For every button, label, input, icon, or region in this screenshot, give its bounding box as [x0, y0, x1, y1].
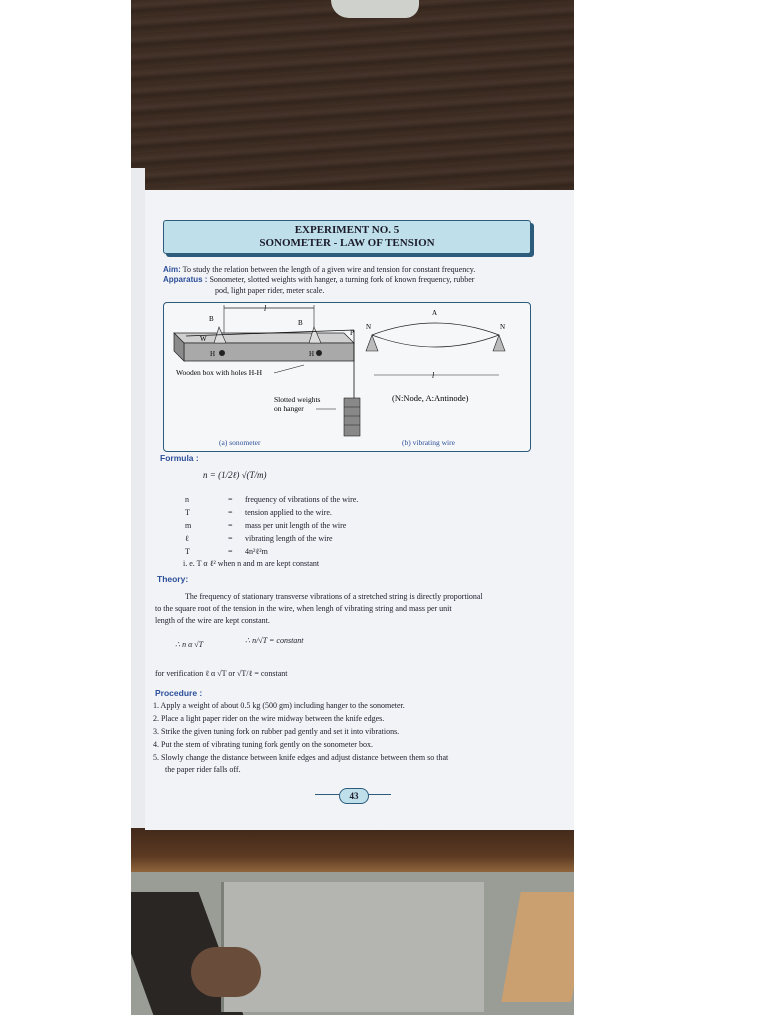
divider — [367, 794, 391, 795]
hole-label: H — [309, 350, 315, 358]
bridge-label: B — [209, 315, 214, 323]
theory-line-2: to the square root of the tension in the wire, when lengh of vibrating string and mass per unit — [155, 604, 452, 613]
symbol-m: m — [185, 521, 192, 530]
box-caption: Wooden box with holes H-H — [176, 368, 263, 377]
sandal — [191, 947, 261, 997]
antinode-label: A — [432, 309, 438, 317]
sonometer-diagram — [164, 303, 530, 451]
formula-heading: Formula : — [160, 453, 199, 463]
photo — [131, 0, 574, 1015]
symbol-n: n — [185, 495, 189, 504]
camera-watermark-owner: Krushna — [16, 992, 54, 1003]
experiment-number: EXPERIMENT NO. 5 — [294, 224, 400, 236]
constant-relation: ∴ n/√T = constant — [245, 636, 304, 645]
length-label: l — [432, 371, 435, 380]
procedure-step: 2. Place a light paper rider on the wire midway between the knife edges. — [153, 714, 385, 723]
procedure-step: 1. Apply a weight of about 0.5 kg (500 gm) including hanger to the sonometer. — [153, 701, 405, 710]
wooden-table-top — [131, 0, 574, 200]
equals-sign: = — [228, 534, 233, 543]
definition-T-formula: 4n²ℓ²m — [245, 547, 268, 556]
equals-sign: = — [228, 495, 233, 504]
theory-line-3: length of the wire are kept constant. — [155, 616, 270, 625]
procedure-step-cont: the paper rider falls off. — [165, 765, 241, 774]
definition-T: tension applied to the wire. — [245, 508, 332, 517]
hole-label: H — [210, 350, 216, 358]
proportionality: ∴ n α √T — [175, 640, 204, 649]
tissue-paper — [331, 0, 419, 18]
stool — [501, 892, 574, 1002]
equals-sign: = — [228, 521, 233, 530]
w-label: W — [200, 335, 207, 343]
symbol-T: T — [185, 547, 190, 556]
floor-tile — [221, 882, 484, 1012]
caption-a: (a) sonometer — [219, 438, 261, 447]
equals-sign: = — [228, 508, 233, 517]
relation-note: i. e. T α ℓ² when n and m are kept constant — [183, 559, 320, 568]
definition-m: mass per unit length of the wire — [245, 521, 347, 530]
node-label: N — [366, 323, 372, 331]
procedure-step: 5. Slowly change the distance between knife edges and adjust distance between them so that — [153, 753, 449, 762]
procedure-step: 4. Put the stem of vibrating tuning fork gently on the sonometer box. — [153, 740, 373, 749]
theory-heading: Theory: — [157, 574, 189, 584]
experiment-title: SONOMETER - LAW OF TENSION — [259, 237, 435, 249]
apparatus-line-2: pod, light paper rider, meter scale. — [215, 286, 325, 295]
bridge-label: B — [298, 319, 303, 327]
page-number: 43 — [339, 788, 369, 804]
floor — [131, 872, 574, 1015]
aim-line: Aim: To study the relation between the length of a given wire and tension for constant frequency. — [163, 265, 476, 274]
theory-line-1: The frequency of stationary transverse vibrations of a stretched string is directly proportional — [185, 592, 483, 601]
weights-caption: on hanger — [274, 404, 304, 413]
apparatus-line: Apparatus : Sonometer, slotted weights with hanger, a turning fork of known frequency, rubber — [163, 275, 475, 284]
figure-box — [163, 302, 531, 452]
verification-line: for verification ℓ α √T or √T/ℓ = constant — [155, 669, 288, 678]
length-label: l — [264, 304, 267, 313]
camera-watermark-model: vivo Y56 — [16, 972, 73, 988]
weights-caption: Slotted weights — [274, 395, 321, 404]
book-page — [145, 190, 574, 830]
equals-sign: = — [228, 547, 233, 556]
definition-n: frequency of vibrations of the wire. — [245, 495, 359, 504]
title-banner — [163, 220, 531, 254]
symbol-l: ℓ — [185, 534, 189, 543]
procedure-heading: Procedure : — [155, 688, 203, 698]
node-label: N — [500, 323, 506, 331]
p-label: P — [350, 329, 354, 337]
definition-l: vibrating length of the wire — [245, 534, 333, 543]
formula: n = (1/2ℓ) √(T/m) — [203, 470, 267, 480]
node-legend: (N:Node, A:Antinode) — [392, 393, 469, 403]
page-edge — [131, 168, 145, 828]
divider — [315, 794, 339, 795]
caption-b: (b) vibrating wire — [402, 438, 455, 447]
procedure-step: 3. Strike the given tuning fork on rubber pad gently and set it into vibrations. — [153, 727, 400, 736]
symbol-T: T — [185, 508, 190, 517]
